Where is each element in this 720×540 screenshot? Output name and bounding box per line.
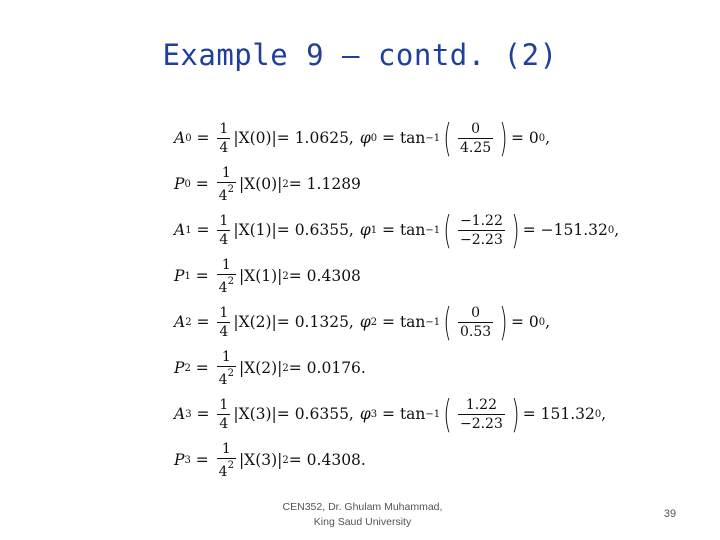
coefficient-fraction: $\frac{1}{4}$ [219, 212, 229, 248]
footer-line-1: CEN352, Dr. Ghulam Muhammad, [282, 501, 443, 513]
equation-p0: P 0 = $\frac{1}{4^2}$ |X(0)| 2 = 1.1289 [174, 164, 361, 204]
coefficient-fraction: $\frac{1}{4^2}$ [218, 164, 234, 204]
equation-a0: A 0 = $\frac{1}{4}$ |X(0)| = 1.0625, φ 0 = tan −1 ( $\frac{0}{4.25}$ ) = 0 0 , [174, 116, 551, 160]
arctan-argument: ( $\frac{-1.22}{-2.23}$ ) [443, 208, 520, 252]
page-number: 39 [663, 508, 677, 520]
eq-lhs: A [174, 129, 186, 147]
equation-a3: A 3 = $\frac{1}{4}$ |X(3)| = 0.6355, φ 3 = tan −1 ( $\frac{1.22}{-2.23}$ ) = 151.32 0 , [174, 392, 607, 436]
coefficient-fraction: $\frac{1}{4}$ [219, 396, 229, 432]
slide-footer [245, 500, 480, 530]
slide-title: Example 9 – contd. (2) [162, 38, 558, 72]
coefficient-fraction: $\frac{1}{4^2}$ [218, 256, 234, 296]
arctan-argument: ( $\frac{0}{4.25}$ ) [443, 116, 508, 160]
footer-line-2: King Saud University [313, 516, 412, 528]
arctan-argument: ( $\frac{1.22}{-2.23}$ ) [443, 392, 520, 436]
equation-a1: A 1 = $\frac{1}{4}$ |X(1)| = 0.6355, φ 1 = tan −1 ( $\frac{-1.22}{-2.23}$ ) = −151.32 0 , [174, 208, 620, 252]
arctan-argument: ( $\frac{0}{0.53}$ ) [443, 300, 508, 344]
coefficient-fraction: $\frac{1}{4}$ [219, 120, 229, 156]
coefficient-fraction: $\frac{1}{4}$ [219, 304, 229, 340]
coefficient-fraction: $\frac{1}{4^2}$ [218, 348, 234, 388]
equation-a2: A 2 = $\frac{1}{4}$ |X(2)| = 0.1325, φ 2 = tan −1 ( $\frac{0}{0.53}$ ) = 0 0 , [174, 300, 551, 344]
coefficient-fraction: $\frac{1}{4^2}$ [218, 440, 234, 480]
equation-p1: P 1 = $\frac{1}{4^2}$ |X(1)| 2 = 0.4308 [174, 256, 361, 296]
equation-p2: P 2 = $\frac{1}{4^2}$ |X(2)| 2 = 0.0176. [174, 348, 366, 388]
equation-p3: P 3 = $\frac{1}{4^2}$ |X(3)| 2 = 0.4308. [174, 440, 366, 480]
